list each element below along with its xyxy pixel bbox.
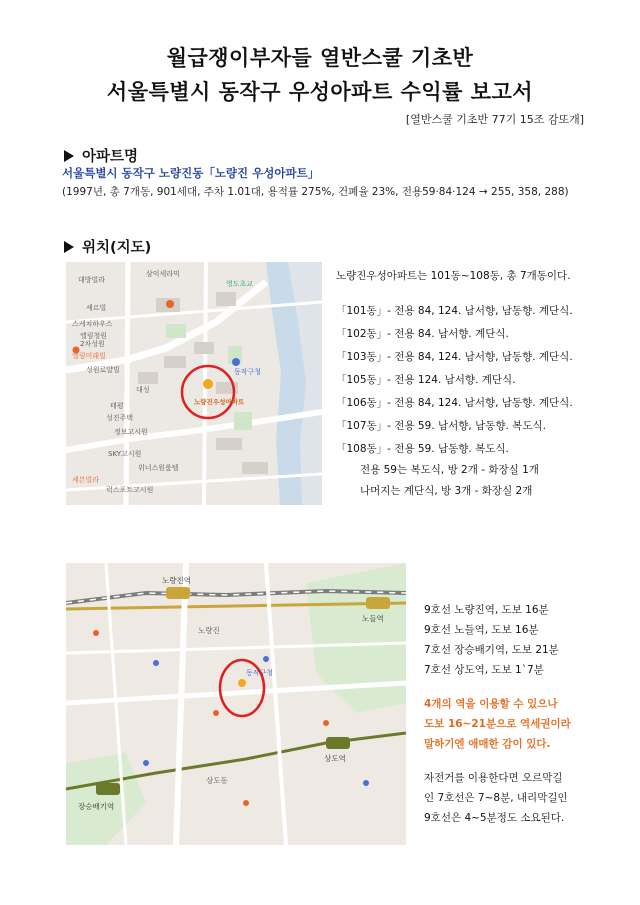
map-label: 노들역 [362, 614, 384, 623]
map-label: 동작구청 [234, 368, 262, 376]
map-label: 세븐빌라 [72, 476, 100, 484]
map-label-target: 노량진우성아파트 [194, 398, 245, 406]
page-title: 월급쟁이부자들 열반스쿨 기초반 [166, 46, 474, 70]
section-heading-apartment [64, 145, 138, 166]
apartment-details: (1997년, 총 7개동, 901세대, 주차 1.01대, 용적률 275%, 건폐율 23%, 전용59·84·124 → 255, 358, 288) [62, 186, 569, 198]
map-label: 삼익세라믹 [146, 270, 180, 278]
note-line: 나머지는 계단식, 방 3개 - 화장실 2개 [360, 485, 533, 497]
map-label: 상도동 [206, 776, 228, 785]
map-label: 대성 [136, 386, 150, 394]
transit-line: 7호선 상도역, 도보 1`7분 [424, 664, 544, 676]
building-line: 「101동」- 전용 84, 124. 남서향, 남동향. 계단식. [336, 305, 573, 317]
bike-note: 9호선은 4~5분정도 소요된다. [424, 812, 565, 824]
map-label: 대방빌라 [78, 276, 106, 284]
author-subtitle: [열반스쿨 기초반 77기 15조 감또개] [405, 113, 584, 126]
report-title: 서울특별시 동작구 우성아파트 수익률 보고서 [106, 80, 534, 104]
transit-line: 7호선 장승배기역, 도보 21분 [424, 644, 559, 656]
building-line: 「106동」- 전용 84, 124. 남서향, 남동향. 계단식. [336, 397, 573, 409]
map-label: 성진주택 [106, 414, 134, 422]
map-label: 엘림청원 [80, 332, 108, 340]
triangle-bullet-icon [64, 150, 74, 162]
map-label: 태평 [110, 402, 124, 410]
building-line: 「107동」- 전용 59. 남서향, 남동향. 복도식. [336, 420, 546, 432]
note-line: 전용 59는 복도식, 방 2개 - 화장실 1개 [360, 464, 539, 476]
map-label: 셰르빌 [86, 304, 107, 312]
transit-line: 9호선 노량진역, 도보 16분 [424, 604, 549, 616]
transit-map [66, 563, 406, 845]
bike-note: 인 7호선은 7~8분, 내리막길인 [424, 792, 568, 804]
transit-map-graphic [66, 563, 406, 845]
building-line: 「105동」- 전용 124. 남서향. 계단식. [336, 374, 516, 386]
building-line: 「103동」- 전용 84, 124. 남서향, 남동향. 계단식. [336, 351, 573, 363]
transit-highlight: 말하기엔 애매한 감이 있다. [424, 738, 551, 750]
neighborhood-map-graphic [66, 262, 322, 505]
map-label: 노량진 [198, 626, 220, 635]
section-heading-label: 위치(지도) [82, 240, 152, 256]
map-label: 럭스포트고시원 [106, 486, 154, 494]
map-label: 위너스원룸텔 [138, 464, 179, 472]
transit-highlight: 도보 16~21분으로 역세권이라 [424, 718, 571, 730]
transit-highlight: 4개의 역을 이용할 수 있으나 [424, 698, 558, 710]
transit-line: 9호선 노들역, 도보 16분 [424, 624, 539, 636]
map-label: 엘림미래빌 [72, 352, 106, 360]
map-label: 정보고시원 [114, 428, 148, 436]
apartment-name: 서울특별시 동작구 노량진동「노량진 우성아파트」 [62, 166, 320, 180]
building-line: 「108동」- 전용 59. 남동향. 복도식. [336, 443, 509, 455]
map-label: 스케치하우스 [72, 320, 113, 328]
building-line: 「102동」- 전용 84. 남서향. 계단식. [336, 328, 509, 340]
map-label: 2차성원 [80, 340, 105, 348]
map-label: 성원로얄빌 [86, 366, 120, 374]
map-label: 상도역 [324, 754, 346, 763]
section-heading-location [64, 236, 151, 257]
section-heading-label: 아파트명 [82, 149, 139, 165]
bike-note: 자전거를 이용한다면 오르막길 [424, 772, 563, 784]
building-intro: 노량진우성아파트는 101동~108동, 총 7개동이다. [336, 270, 571, 282]
map-label: 동작구청 [246, 669, 274, 677]
map-label: SKY고시원 [108, 450, 142, 458]
triangle-bullet-icon [64, 241, 74, 253]
neighborhood-map [66, 262, 322, 505]
map-label: 장승배기역 [78, 802, 115, 811]
map-label: 노량진역 [162, 576, 191, 585]
map-label: 영도초교 [226, 280, 254, 288]
